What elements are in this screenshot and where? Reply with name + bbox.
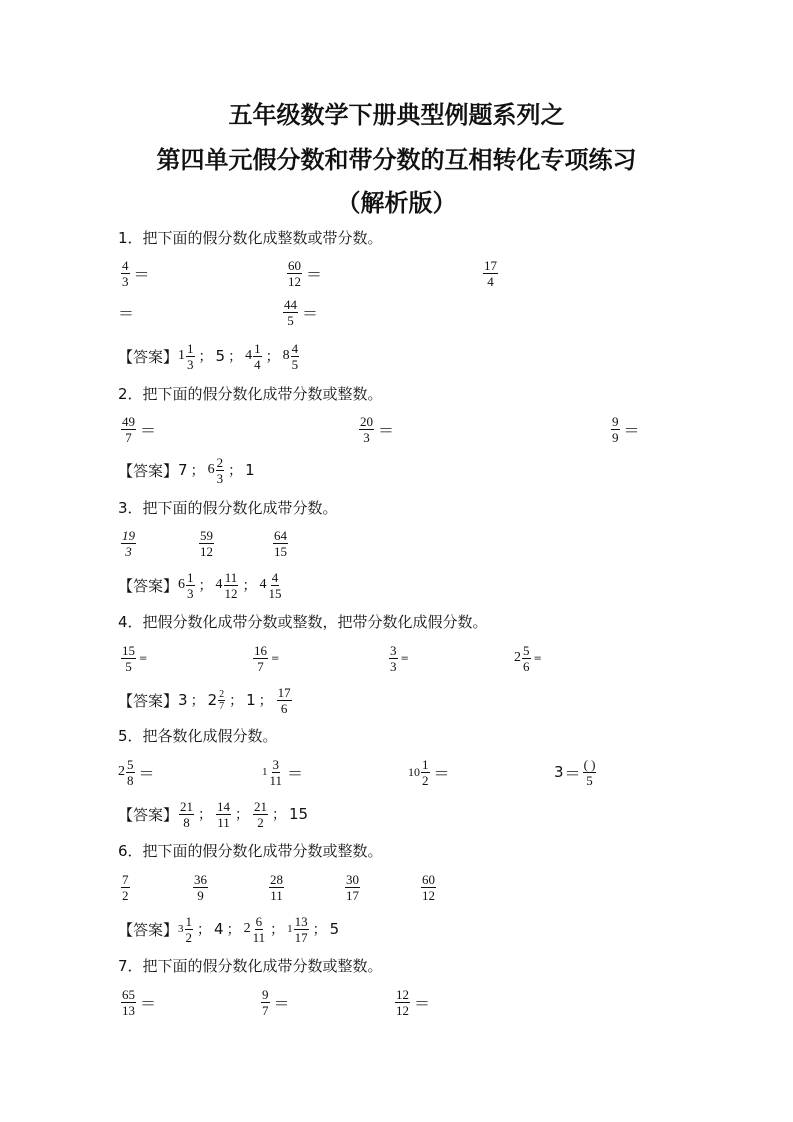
fraction: $\frac{4}{15}$ bbox=[268, 569, 282, 601]
equals-sign: = bbox=[139, 652, 148, 664]
doc-title-line1: 五年级数学下册典型例题系列之 bbox=[228, 101, 565, 129]
q4-answer: 【答案】 3 ； 2 $\frac{2}{7}$ ； 1 ； $\frac{17}{6}$ bbox=[118, 684, 291, 716]
fraction: $\frac{44}{5}$ bbox=[284, 296, 297, 328]
question-2: 2．把下面的假分数化成带分数或整数。 bbox=[118, 385, 383, 403]
q4-row bbox=[118, 638, 678, 678]
q5-item-4: 3 ＝ $\frac{( )}{5}$ bbox=[554, 756, 596, 788]
q4-item-1 bbox=[120, 638, 147, 678]
fraction: $\frac{9}{7}$ bbox=[262, 986, 269, 1018]
answer-label: 【答案】 bbox=[118, 576, 179, 595]
fraction: $\frac{2}{7}$ bbox=[219, 688, 225, 712]
q3-item-1 bbox=[120, 523, 137, 563]
fraction: $\frac{6}{11}$ bbox=[252, 913, 266, 945]
question-3: 3．把下面的假分数化成带分数。 bbox=[118, 499, 338, 517]
fraction: $\frac{36}{9}$ bbox=[194, 871, 207, 903]
fraction: $\frac{7}{2}$ bbox=[122, 871, 129, 903]
q3-row bbox=[118, 523, 418, 563]
equals-sign: ＝ bbox=[433, 763, 450, 783]
equals-sign: ＝ bbox=[564, 763, 581, 783]
equals-sign: ＝ bbox=[414, 993, 431, 1013]
equals-sign: = bbox=[400, 652, 409, 664]
fraction: $\frac{9}{9}$ bbox=[612, 413, 619, 445]
q6-item-2 bbox=[192, 867, 209, 907]
q7-row bbox=[118, 982, 518, 1022]
equals-sign: ＝ bbox=[140, 993, 157, 1013]
q4-item-3 bbox=[388, 638, 409, 678]
fraction: $\frac{20}{3}$ bbox=[360, 413, 373, 445]
q7-item-3 bbox=[394, 982, 430, 1022]
q1-item-3-equals bbox=[118, 292, 134, 332]
fraction: $\frac{1}{3}$ bbox=[187, 340, 194, 372]
doc-title-line2: 第四单元假分数和带分数的互相转化专项练习 bbox=[156, 146, 637, 174]
answer-label: 【答案】 bbox=[118, 347, 179, 366]
question-4: 4．把假分数化成带分数或整数，把带分数化成假分数。 bbox=[118, 613, 488, 631]
fraction: $\frac{1}{2}$ bbox=[422, 756, 429, 788]
fraction: $\frac{13}{17}$ bbox=[294, 913, 308, 945]
fraction: $\frac{11}{12}$ bbox=[224, 569, 238, 601]
q2-item-1 bbox=[120, 409, 156, 449]
equals-sign: ＝ bbox=[273, 993, 290, 1013]
fraction: $\frac{12}{12}$ bbox=[396, 986, 409, 1018]
fraction: $\frac{3}{3}$ bbox=[390, 642, 397, 674]
q2-item-2 bbox=[358, 409, 394, 449]
fraction: $\frac{21}{2}$ bbox=[254, 798, 268, 830]
fraction: $\frac{21}{8}$ bbox=[180, 798, 194, 830]
fraction: $\frac{59}{12}$ bbox=[200, 527, 213, 559]
fraction: $\frac{15}{5}$ bbox=[122, 642, 135, 674]
q6-answer: 【答案】 3 $\frac{1}{2}$ ； 4 ； 2 $\frac{6}{11}$ ； 1 $\frac{13}{17}$ ； 5 bbox=[118, 913, 340, 945]
fraction: $\frac{49}{7}$ bbox=[122, 413, 135, 445]
q5-row bbox=[118, 752, 678, 792]
question-5: 5．把各数化成假分数。 bbox=[118, 727, 278, 745]
fraction: $\frac{19}{3}$ bbox=[122, 527, 135, 559]
blank-fraction: $\frac{( )}{5}$ bbox=[583, 756, 596, 788]
equals-sign: = bbox=[271, 652, 280, 664]
q5-item-1: 2 $\frac{5}{8}$ ＝ bbox=[118, 756, 155, 788]
q4-item-4: 2 $\frac{5}{6}$ = bbox=[514, 642, 542, 674]
equals-sign: ＝ bbox=[302, 303, 319, 323]
q6-item-5 bbox=[420, 867, 437, 907]
fraction: $\frac{14}{11}$ bbox=[217, 798, 231, 830]
answer-label: 【答案】 bbox=[118, 805, 179, 824]
answer-label: 【答案】 bbox=[118, 920, 179, 939]
fraction: $\frac{4}{5}$ bbox=[291, 340, 299, 372]
fraction: $\frac{30}{17}$ bbox=[346, 871, 359, 903]
fraction: $\frac{16}{7}$ bbox=[254, 642, 267, 674]
q5-item-3: 10 $\frac{1}{2}$ ＝ bbox=[408, 756, 450, 788]
equals-sign: ＝ bbox=[138, 763, 155, 783]
fraction: $\frac{17}{6}$ bbox=[277, 684, 291, 716]
fraction: $\frac{1}{3}$ bbox=[187, 569, 194, 601]
q5-item-2: 1 $\frac{3}{11}$ ＝ bbox=[262, 756, 304, 788]
equals-sign: ＝ bbox=[378, 420, 395, 440]
fraction: $\frac{2}{3}$ bbox=[216, 454, 224, 486]
fraction: $\frac{1}{2}$ bbox=[185, 913, 193, 945]
q3-answer: 【答案】 6 $\frac{1}{3}$ ； 4 $\frac{11}{12}$ ； 4 $\frac{4}{15}$ bbox=[118, 569, 282, 601]
q4-item-2 bbox=[252, 638, 279, 678]
q2-answer: 【答案】 7 ； 6 $\frac{2}{3}$ ； 1 bbox=[118, 454, 255, 486]
q1-item-2 bbox=[286, 253, 322, 293]
fraction: $\frac{5}{6}$ bbox=[523, 642, 530, 674]
equals-sign: ＝ bbox=[140, 420, 157, 440]
equals-sign: ＝ bbox=[287, 763, 304, 783]
q6-item-3 bbox=[268, 867, 285, 907]
fraction: $\frac{5}{8}$ bbox=[127, 756, 134, 788]
q1-answer: 【答案】 1 $\frac{1}{3}$ ； 5 ； 4 $\frac{1}{4}$ ； 8 $\frac{4}{5}$ bbox=[118, 340, 299, 372]
q3-item-3 bbox=[272, 523, 289, 563]
equals-sign: ＝ bbox=[118, 303, 135, 323]
doc-title-line3: （解析版） bbox=[336, 189, 457, 217]
q1-row-2 bbox=[118, 292, 678, 332]
q2-item-3 bbox=[610, 409, 640, 449]
answer-label: 【答案】 bbox=[118, 461, 179, 480]
fraction: $\frac{1}{4}$ bbox=[254, 340, 261, 372]
equals-sign: ＝ bbox=[306, 264, 323, 284]
q7-item-1 bbox=[120, 982, 156, 1022]
q6-item-1 bbox=[120, 867, 131, 907]
q5-answer: 【答案】 $\frac{21}{8}$ ； $\frac{14}{11}$ ； $\frac{21}{2}$ ； 15 bbox=[118, 798, 309, 830]
fraction: $\frac{65}{13}$ bbox=[122, 986, 135, 1018]
q1-item-4 bbox=[282, 292, 318, 332]
fraction: $\frac{4}{3}$ bbox=[122, 257, 129, 289]
question-6: 6．把下面的假分数化成带分数或整数。 bbox=[118, 842, 383, 860]
q1-row-1 bbox=[118, 253, 678, 293]
q1-item-1 bbox=[120, 253, 150, 293]
equals-sign: = bbox=[533, 652, 542, 664]
q6-item-4 bbox=[344, 867, 361, 907]
fraction: $\frac{28}{11}$ bbox=[270, 871, 283, 903]
q7-item-2 bbox=[260, 982, 290, 1022]
fraction: $\frac{17}{4}$ bbox=[484, 257, 497, 289]
question-1: 1．把下面的假分数化成整数或带分数。 bbox=[118, 229, 383, 247]
q1-item-3 bbox=[482, 253, 499, 293]
q3-item-2 bbox=[198, 523, 215, 563]
fraction: $\frac{60}{12}$ bbox=[288, 257, 301, 289]
fraction: $\frac{3}{11}$ bbox=[269, 756, 283, 788]
equals-sign: ＝ bbox=[623, 420, 640, 440]
answer-label: 【答案】 bbox=[118, 691, 179, 710]
fraction: $\frac{64}{15}$ bbox=[274, 527, 287, 559]
equals-sign: ＝ bbox=[133, 264, 150, 284]
q2-row bbox=[118, 409, 678, 449]
question-7: 7．把下面的假分数化成带分数或整数。 bbox=[118, 957, 383, 975]
q6-row bbox=[118, 867, 518, 907]
fraction: $\frac{60}{12}$ bbox=[422, 871, 435, 903]
